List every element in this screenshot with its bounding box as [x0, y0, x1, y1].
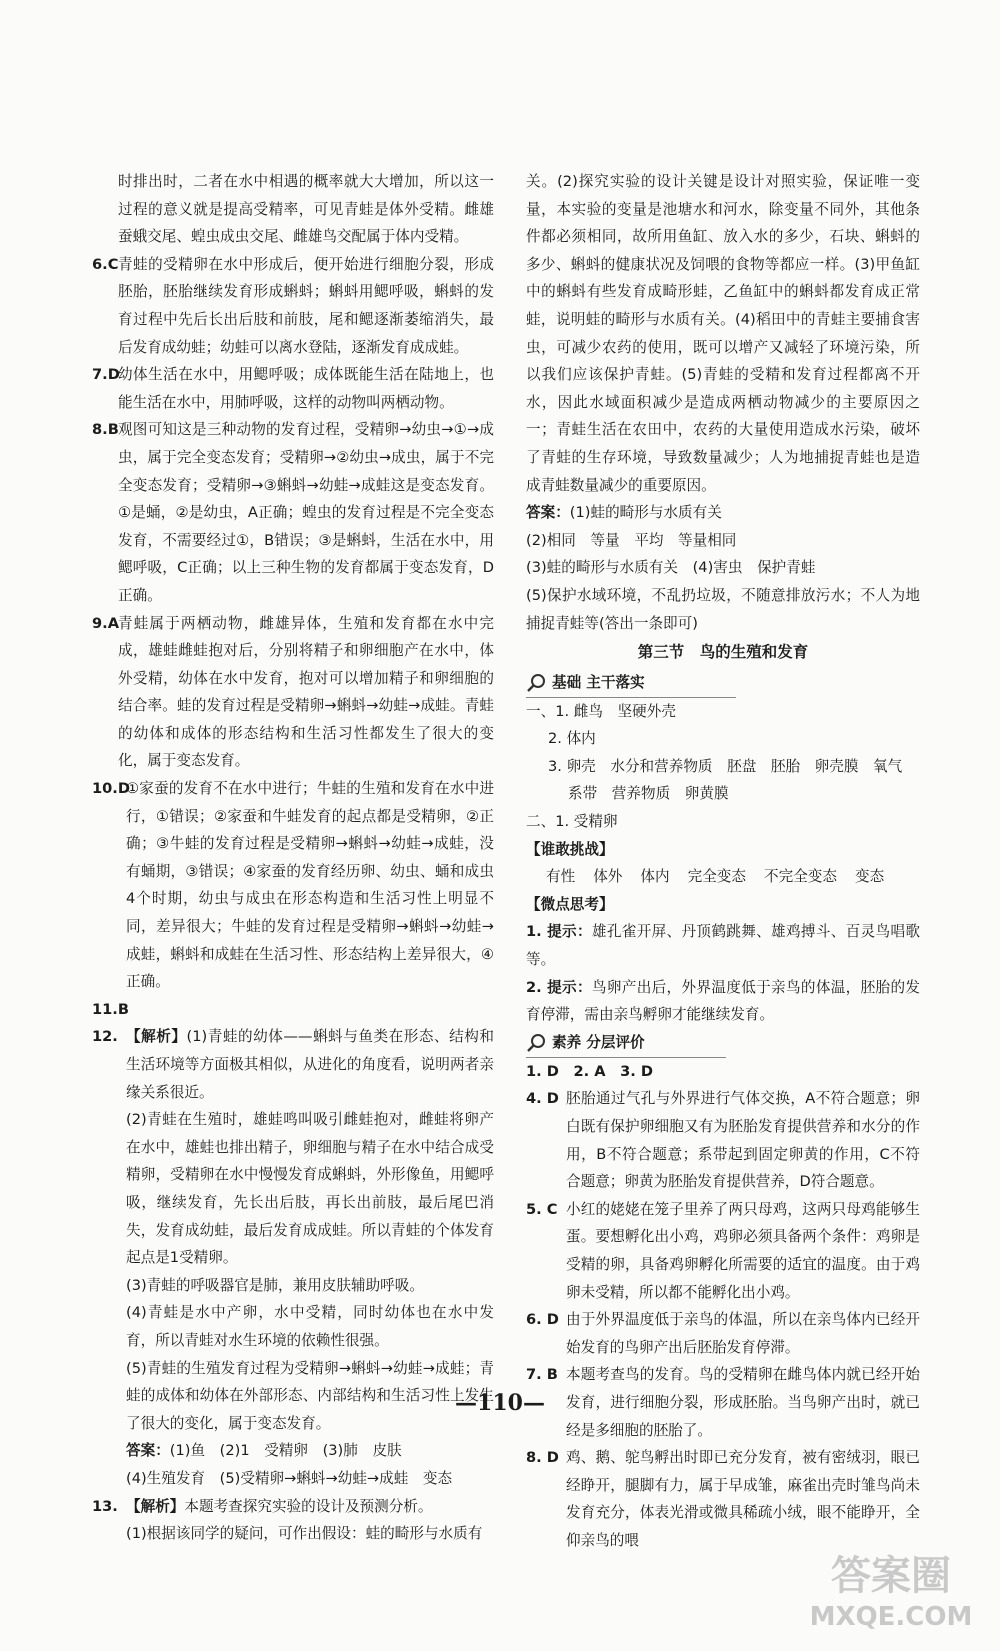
question-6	[526, 1306, 920, 1361]
question-11	[92, 996, 494, 1024]
question-number: 8. D	[526, 1449, 559, 1467]
answer-line-3: (3)蛙的畸形与水质有关 (4)害虫 保护青蛙	[526, 559, 816, 577]
challenge-header: 【谁敢挑战】	[526, 840, 614, 858]
question-10	[92, 775, 494, 996]
question-text: ①家蚕的发育不在水中进行；牛蛙的生殖和发育在水中进行，①错误；②家蚕和牛蛙发育的起点都是受精卵，②正确；③牛蛙的发育过程是受精卵→蝌蚪→幼蛙→成蛙，没有蛹期，③错误；④家蚕的发育经历卵、幼虫、蛹和成虫4个时期，幼虫与成虫在形态构造和生活习性上明显不同，差异很大；牛蛙的发育过程是受精卵→蝌蚪→幼蛙→成蛙，蝌蚪和成蛙在生活习性、形态结构上差异很大，④正确。	[126, 780, 494, 991]
analysis-p5: (5)青蛙的生殖发育过程为受精卵→蝌蚪→幼蛙→成蛙；青蛙的成体和幼体在外部形态、内部结构和生活习性上发生了很大的变化，属于变态发育。	[126, 1359, 494, 1432]
answers-1-3: 1. D 2. A 3. D	[526, 1062, 654, 1080]
answer-label: 答案：	[126, 1442, 170, 1460]
question-text: 鸡、鹅、鸵鸟孵出时即已充分发育，被有密绒羽，眼已经睁开，腿脚有力，属于早成雏，麻雀出壳时雏鸟尚未发育充分，体表光滑或微具稀疏小绒，眼不能睁开，全仰亲鸟的喂	[566, 1449, 920, 1549]
q5-continuation: 时排出时，二者在水中相遇的概率就大大增加，所以这一过程的意义就是提高受精率，可见青蛙是体外受精。雌雄蚕蛾交尾、蝗虫成虫交尾、雌雄鸟交配属于体内受精。	[118, 173, 494, 246]
question-number: 6. D	[526, 1311, 559, 1329]
magnifier-icon	[526, 1032, 548, 1054]
quality-header	[526, 1029, 726, 1058]
question-number: 4. D	[526, 1090, 559, 1108]
basic-line-3: 3. 卵壳 水分和营养物质 胚盘 胚胎 卵壳膜 氧气	[548, 757, 903, 775]
question-8	[526, 1444, 920, 1554]
question-5	[526, 1196, 920, 1306]
answer-line-2: (4)生殖发育 (5)受精卵→蝌蚪→幼蛙→成蛙 变态	[126, 1469, 453, 1487]
question-text: 本题考查鸟的发育。鸟的受精卵在雌鸟体内就已经开始发育，进行细胞分裂，形成胚胎。当鸟卵产出时，就已经是多细胞的胚胎了。	[566, 1366, 920, 1439]
question-12	[92, 1023, 494, 1492]
think2-label: 2. 提示：	[526, 978, 592, 996]
question-text: 观图可知这是三种动物的发育过程，受精卵→幼虫→①→成虫，属于完全变态发育；受精卵→②幼虫→成虫，属于不完全变态发育；受精卵→③蝌蚪→幼蛙→成蛙这是变态发育。①是蛹，②是幼虫，A正确；蝗虫的发育过程是不完全变态发育，不需要经过①，B错误；③是蝌蚪，生活在水中，用鳃呼吸，C正确；以上三种生物的发育都属于变态发育，D正确。	[118, 421, 494, 604]
challenge-item: 不完全变态	[764, 868, 837, 886]
challenge-item: 体外	[593, 868, 623, 886]
question-text: 青蛙属于两栖动物，雌雄异体，生殖和发育都在水中完成，雄蛙雌蛙抱对后，分别将精子和卵细胞产在水中，体外受精，幼体在水中发育，抱对可以增加精子和卵细胞的结合率。蛙的发育过程是受精卵→蝌蚪→幼蛙→成蛙。青蛙的幼体和成体的形态结构和生活习性都发生了很大的变化，属于变态发育。	[118, 614, 494, 770]
question-text: 胚胎通过气孔与外界进行气体交换，A不符合题意；卵白既有保护卵细胞又有为胚胎发育提供营养和水分的作用，B不符合题意；系带起到固定卵黄的作用，C不符合题意；卵黄为胚胎发育提供营养，D符合题意。	[566, 1090, 920, 1191]
challenge-item: 完全变态	[687, 868, 746, 886]
analysis-tag: 【解析】	[126, 1028, 187, 1046]
basic-line-2: 2. 体内	[548, 730, 596, 748]
think2	[526, 974, 920, 1029]
challenge-item: 变态	[854, 868, 885, 886]
think1-label: 1. 提示：	[526, 923, 592, 941]
basic-line-3b: 系带 营养物质 卵黄膜	[568, 785, 729, 803]
question-number: 7.D	[92, 366, 120, 384]
challenge-item: 体内	[640, 868, 670, 886]
think2-text: 鸟卵产出后，外界温度低于亲鸟的体温，胚胎的发育停滞，需由亲鸟孵卵才能继续发育。	[526, 978, 920, 1024]
page-number: —110—	[455, 1390, 545, 1416]
question-number: 7. B	[526, 1366, 558, 1384]
question-4	[526, 1085, 920, 1195]
answer-line-1: (1)蛙的畸形与水质有关	[569, 504, 722, 522]
question-13	[92, 1493, 494, 1548]
question-number: 6.C	[92, 255, 119, 273]
basic-header-text: 基础 主干落实	[552, 673, 645, 691]
think1-text: 雄孔雀开屏、丹顶鹤跳舞、雄鸡搏斗、百灵鸟唱歌等。	[526, 923, 920, 969]
analysis-tag: 【解析】	[126, 1497, 185, 1515]
quality-header-text: 素养 分层评价	[552, 1034, 645, 1052]
think-header: 【微点思考】	[526, 895, 614, 913]
basic-line-1: 一、1. 雌鸟 坚硬外壳	[526, 702, 676, 720]
question-7	[92, 361, 494, 416]
basic-line-4: 二、1. 受精卵	[526, 813, 618, 831]
section-title: 第三节 鸟的生殖和发育	[637, 643, 809, 662]
question-number: 13.	[92, 1497, 118, 1515]
analysis-intro: 本题考查探究实验的设计及预测分析。	[184, 1497, 433, 1515]
analysis-p2: (2)青蛙在生殖时，雄蛙鸣叫吸引雌蛙抱对，雌蛙将卵产在水中，雄蛙也排出精子，卵细胞与精子在水中结合成受精卵，受精卵在水中慢慢发育成蝌蚪，外形像鱼，用鳃呼吸，继续发育，先长出后肢，再长出前肢，最后尾巴消失，发育成幼蛙，最后发育成成蛙。所以青蛙的个体发育起点是1受精卵。	[126, 1111, 494, 1267]
question-9	[92, 610, 494, 776]
analysis-p1: (1)根据该同学的疑问，可作出假设：蛙的畸形与水质有	[126, 1525, 483, 1543]
challenge-item: 有性	[546, 868, 576, 886]
question-number: 10.D	[92, 780, 130, 798]
q13-continuation: 关。(2)探究实验的设计关键是设计对照实验，保证唯一变量，本实验的变量是池塘水和河水，除变量不同外，其他条件都必须相同，故所用鱼缸、放入水的多少，石块、蝌蚪的多少、蝌蚪的健康状况及饲喂的食物等都应一样。(3)甲鱼缸中的蝌蚪有些发育成畸形蛙，乙鱼缸中的蝌蚪都发育成正常蛙，说明蛙的畸形与水质有关。(4)稻田中的青蛙主要捕食害虫，可减少农药的使用，既可以增产又减轻了环境污染，所以我们应该保护青蛙。(5)青蛙的受精和发育过程都离不开水，因此水域面积减少是造成两栖动物减少的主要原因之一；青蛙生活在农田中，农药的大量使用造成水污染，破坏了青蛙的生存环境，导致数量减少；人为地捕捉青蛙也是造成青蛙数量减少的重要原因。	[526, 173, 920, 494]
question-number: 9.A	[92, 614, 119, 632]
analysis-p4: (4)青蛙是水中产卵，水中受精，同时幼体也在水中发育，所以青蛙对水生环境的依赖性很强。	[126, 1304, 494, 1349]
answer-label: 答案：	[526, 504, 570, 522]
question-8	[92, 416, 494, 609]
question-text: 由于外界温度低于亲鸟的体温，所以在亲鸟体内已经开始发育的鸟卵产出后胚胎发育停滞。	[566, 1311, 920, 1356]
answer-line-4: (5)保护水域环境，不乱扔垃圾，不随意排放污水；不人为地捕捉青蛙等(答出一条即可)	[526, 586, 920, 632]
magnifier-icon	[526, 672, 548, 694]
question-number: 8.B	[92, 421, 119, 439]
question-text: 幼体生活在水中，用鳃呼吸；成体既能生活在陆地上，也能生活在水中，用肺呼吸，这样的动物叫两栖动物。	[118, 366, 494, 411]
question-text: 青蛙的受精卵在水中形成后，便开始进行细胞分裂，形成胚胎，胚胎继续发育形成蝌蚪；蝌蚪用鳃呼吸，蝌蚪的发育过程中先后长出后肢和前肢，尾和鳃逐渐萎缩消失，最后发育成幼蛙；幼蛙可以离水登陆，逐渐发育成成蛙。	[118, 255, 494, 356]
watermark-logo	[796, 1545, 986, 1637]
challenge-answers	[526, 863, 920, 891]
answer-line-2: (2)相同 等量 平均 等量相同	[526, 531, 737, 549]
question-6	[92, 251, 494, 361]
watermark-top: 答案圈	[831, 1553, 951, 1599]
basic-header	[526, 669, 736, 698]
question-text: 小红的姥姥在笼子里养了两只母鸡，这两只母鸡能够生蛋。要想孵化出小鸡，鸡卵必须具备两个条件：鸡卵是受精的卵，具备鸡卵孵化所需要的适宜的温度。由于鸡卵未受精，所以都不能孵化出小鸡。	[566, 1200, 920, 1301]
question-number: 12.	[92, 1028, 118, 1046]
analysis-p3: (3)青蛙的呼吸器官是肺，兼用皮肤辅助呼吸。	[126, 1276, 424, 1294]
watermark-bottom: MXQE.COM	[809, 1602, 973, 1632]
answer-line-1: (1)鱼 (2)1 受精卵 (3)肺 皮肤	[169, 1442, 402, 1460]
left-column	[92, 168, 494, 1548]
question-number: 5. C	[526, 1200, 558, 1218]
analysis-p1: (1)青蛙的幼体——蝌蚪与鱼类在形态、结构和生活环境等方面极其相似，从进化的角度看，说明两者亲缘关系很近。	[126, 1028, 494, 1101]
right-column	[526, 168, 920, 1555]
question-number: 11.B	[92, 1000, 129, 1018]
